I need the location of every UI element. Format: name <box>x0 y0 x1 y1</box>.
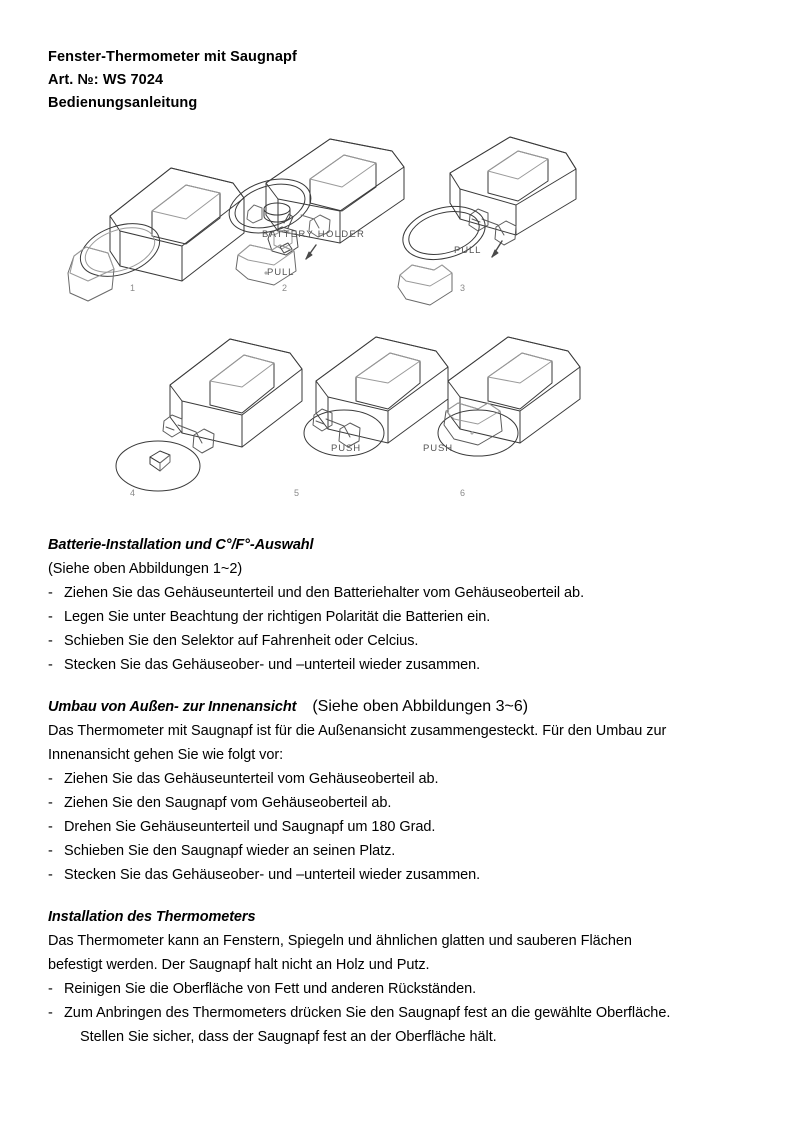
section-heading-3: Installation des Thermometers <box>48 909 256 925</box>
bullet-marker: - <box>48 771 53 787</box>
document-subtitle: Bedienungsanleitung <box>48 95 198 111</box>
section-2-heading-row <box>48 695 754 719</box>
figure-number-2: 2 <box>282 283 288 293</box>
section-installation <box>48 905 754 1049</box>
list-item <box>48 653 754 677</box>
section-3-paragraph-line-1: Das Thermometer kann an Fenstern, Spiegeln und ähnlichen glatten und sauberen Flächen <box>48 933 632 949</box>
bullet-marker: - <box>48 819 53 835</box>
list-item <box>48 839 754 863</box>
bullet-marker: - <box>48 609 53 625</box>
section-2-bullet-list <box>48 767 754 887</box>
list-item <box>48 767 754 791</box>
figure-number-1: 1 <box>130 283 136 293</box>
list-item-text: Ziehen Sie das Gehäuseunterteil vom Gehäuseoberteil ab. <box>64 771 439 787</box>
list-item-text: Reinigen Sie die Oberfläche von Fett und anderen Rückständen. <box>64 981 477 997</box>
section-battery-installation <box>48 533 754 677</box>
pull-label-fig2: PULL <box>267 267 295 278</box>
section-spacer <box>48 677 754 695</box>
assembly-diagram-svg <box>48 123 754 523</box>
document-title: Fenster-Thermometer mit Saugnapf <box>48 49 297 65</box>
section-3-bullet-list <box>48 977 754 1025</box>
figure-number-3: 3 <box>460 283 466 293</box>
section-3-paragraph-line-2: befestigt werden. Der Saugnapf halt nicht an Holz und Putz. <box>48 957 430 973</box>
pull-label-fig3: PULL <box>454 245 482 256</box>
bullet-marker: - <box>48 1005 53 1021</box>
list-item <box>48 629 754 653</box>
list-item-text: Legen Sie unter Beachtung der richtigen Polarität die Batterien ein. <box>64 609 491 625</box>
bullet-marker: - <box>48 843 53 859</box>
section-spacer <box>48 887 754 905</box>
list-item <box>48 791 754 815</box>
article-number: Art. №: WS 7024 <box>48 72 164 88</box>
figure-1-group <box>68 168 244 301</box>
list-item <box>48 815 754 839</box>
bullet-marker: - <box>48 585 53 601</box>
document-title-block <box>48 46 754 115</box>
section-heading-2: Umbau von Außen- zur Innenansicht <box>48 699 297 715</box>
list-item-text: Zum Anbringen des Thermometers drücken Sie den Saugnapf fest an die gewählte Oberfläche. <box>64 1005 671 1021</box>
list-item-text: Schieben Sie den Selektor auf Fahrenheit oder Celcius. <box>64 633 419 649</box>
list-item <box>48 977 754 1001</box>
list-item-text: Stecken Sie das Gehäuseober- und –unterteil wieder zusammen. <box>64 657 481 673</box>
assembly-figures <box>48 123 754 533</box>
bullet-marker: - <box>48 867 53 883</box>
push-label-fig5: PUSH <box>331 443 361 454</box>
push-label-fig6: PUSH <box>423 443 453 454</box>
bullet-marker: - <box>48 795 53 811</box>
document-content <box>48 46 754 1049</box>
list-item <box>48 581 754 605</box>
section-umbau <box>48 695 754 887</box>
battery-holder-label: BATTERY HOLDER <box>262 229 366 240</box>
section-2-paragraph-line-1: Das Thermometer mit Saugnapf ist für die Außenansicht zusammengesteckt. Für den Umbau zur <box>48 723 667 739</box>
figure-2-group <box>223 139 404 285</box>
list-item <box>48 863 754 887</box>
list-item <box>48 605 754 629</box>
figure-4-group <box>68 339 302 523</box>
bullet-marker: - <box>48 981 53 997</box>
figure-number-6: 6 <box>460 488 466 498</box>
list-item-text: Stecken Sie das Gehäuseober- und –unterteil wieder zusammen. <box>64 867 481 883</box>
section-2-paragraph-line-2: Innenansicht gehen Sie wie folgt vor: <box>48 747 284 763</box>
section-1-bullet-list <box>48 581 754 677</box>
bullet-marker: - <box>48 657 53 673</box>
list-item <box>48 1001 754 1025</box>
list-item-text: Ziehen Sie den Saugnapf vom Gehäuseoberteil ab. <box>64 795 392 811</box>
figure-5-group <box>230 337 448 523</box>
figure-number-5: 5 <box>294 488 300 498</box>
bullet-marker: - <box>48 633 53 649</box>
list-item-text: Drehen Sie Gehäuseunterteil und Saugnapf um 180 Grad. <box>64 819 436 835</box>
section-1-subtitle: (Siehe oben Abbildungen 1~2) <box>48 561 243 577</box>
figure-number-4: 4 <box>130 488 136 498</box>
list-item-text: Ziehen Sie das Gehäuseunterteil und den Batteriehalter vom Gehäuseoberteil ab. <box>64 585 585 601</box>
list-item-text: Schieben Sie den Saugnapf wieder an seinen Platz. <box>64 843 396 859</box>
section-3-continuation-line: Stellen Sie sicher, dass der Saugnapf fest an der Oberfläche hält. <box>80 1029 497 1045</box>
figure-3-group <box>397 137 576 305</box>
section-heading-1: Batterie-Installation und C°/F°-Auswahl <box>48 537 314 553</box>
section-2-figure-note: (Siehe oben Abbildungen 3~6) <box>312 698 529 715</box>
